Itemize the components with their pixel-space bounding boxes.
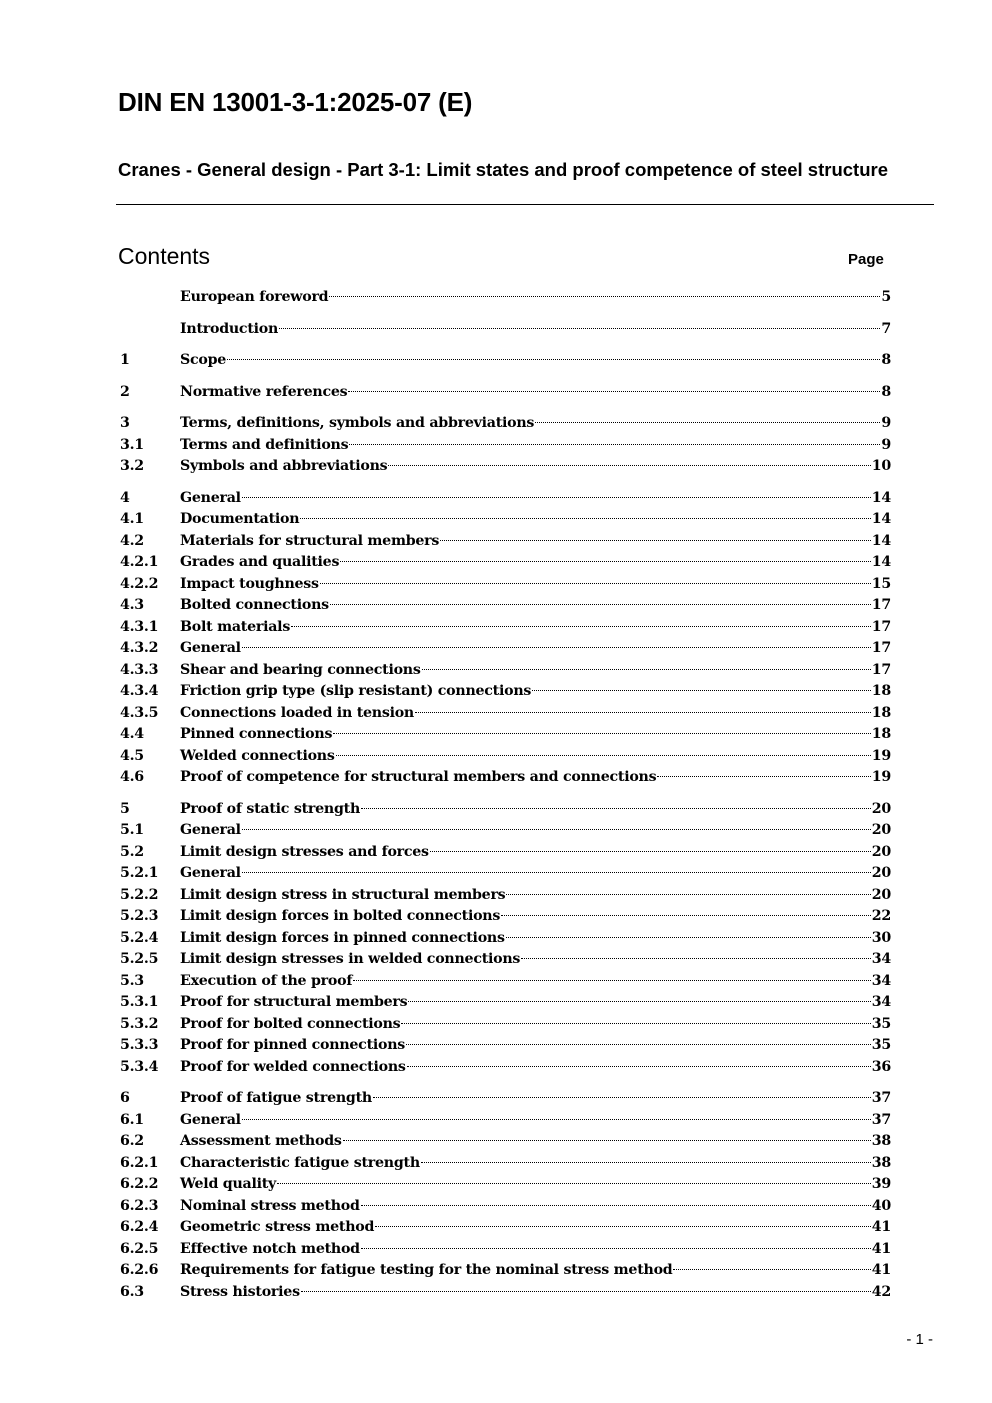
- document-subtitle: Cranes - General design - Part 3-1: Limit states and proof competence of steel structure: [118, 159, 888, 180]
- toc-entry-number: 6.2.5: [120, 1240, 159, 1257]
- toc-entry-number: 3.1: [120, 436, 144, 453]
- toc-dot-leader: [408, 1001, 870, 1002]
- toc-entry-number: 4.2.1: [120, 554, 159, 570]
- toc-entry-page[interactable]: 5: [881, 289, 891, 305]
- toc-entry-title[interactable]: European foreword: [180, 289, 329, 305]
- toc-entry-title[interactable]: Shear and bearing connections: [180, 661, 421, 678]
- toc-entry[interactable]: [120, 350, 891, 372]
- toc-entry[interactable]: [120, 992, 891, 1014]
- toc-entry-page[interactable]: 34: [871, 951, 891, 967]
- toc-dot-leader: [353, 980, 871, 981]
- toc-entry-title[interactable]: Proof of competence for structural members and connections: [180, 769, 657, 785]
- toc-entry-page[interactable]: 34: [871, 972, 891, 989]
- toc-entry-number: 4.1: [120, 511, 144, 527]
- toc-entry[interactable]: [120, 1217, 891, 1239]
- toc-entry-page[interactable]: 9: [881, 415, 891, 431]
- toc-entry-title[interactable]: Terms and definitions: [180, 436, 349, 453]
- toc-dot-leader: [301, 1291, 871, 1292]
- toc-entry-title[interactable]: Documentation: [180, 511, 300, 527]
- toc-entry-page[interactable]: 17: [871, 661, 891, 678]
- toc-dot-leader: [320, 583, 871, 584]
- toc-entry[interactable]: [120, 746, 891, 768]
- toc-entry-number: 4.6: [120, 769, 144, 785]
- toc-entry-page[interactable]: 20: [871, 843, 891, 860]
- toc-dot-leader: [291, 626, 871, 627]
- toc-entry[interactable]: [120, 488, 891, 510]
- toc-entry-title[interactable]: Proof for bolted connections: [180, 1015, 401, 1032]
- toc-entry-title[interactable]: Materials for structural members: [180, 532, 440, 549]
- toc-entry-page[interactable]: 7: [881, 320, 891, 337]
- toc-dot-leader: [242, 647, 871, 648]
- toc-entry-number: 4.2: [120, 532, 144, 549]
- toc-entry[interactable]: [120, 1110, 891, 1132]
- toc-entry-title[interactable]: Execution of the proof: [180, 972, 353, 989]
- toc-entry-page[interactable]: 22: [871, 908, 891, 924]
- toc-entry-number: 3: [120, 415, 130, 431]
- toc-entry-number: 6.1: [120, 1111, 144, 1128]
- toc-entry[interactable]: [120, 949, 891, 971]
- toc-entry-page[interactable]: 18: [871, 726, 891, 742]
- toc-entry-page[interactable]: 41: [871, 1262, 891, 1278]
- toc-entry-number: 6.2.1: [120, 1154, 159, 1171]
- toc-entry-page[interactable]: 14: [871, 532, 891, 549]
- toc-entry-page[interactable]: 35: [871, 1037, 891, 1053]
- toc-dot-leader: [506, 894, 870, 895]
- toc-entry-page[interactable]: 20: [871, 800, 891, 817]
- toc-entry-title[interactable]: General: [180, 822, 241, 838]
- toc-entry-title[interactable]: Scope: [180, 352, 227, 368]
- toc-entry[interactable]: [120, 842, 891, 864]
- toc-dot-leader: [340, 561, 871, 562]
- toc-entry-number: 4.2.2: [120, 575, 159, 592]
- toc-entry-title[interactable]: Effective notch method: [180, 1240, 360, 1257]
- toc-entry[interactable]: [120, 971, 891, 993]
- toc-dot-leader: [361, 808, 871, 809]
- toc-entry[interactable]: [120, 799, 891, 821]
- toc-entry-title[interactable]: General: [180, 489, 241, 506]
- toc-entry[interactable]: [120, 1153, 891, 1175]
- toc-entry-title[interactable]: Geometric stress method: [180, 1219, 375, 1235]
- toc-entry-title[interactable]: General: [180, 1111, 241, 1128]
- toc-dot-leader: [343, 1140, 871, 1141]
- toc-entry[interactable]: [120, 906, 891, 928]
- toc-entry-page[interactable]: 18: [871, 683, 891, 699]
- toc-dot-leader: [501, 915, 871, 916]
- toc-entry-page[interactable]: 41: [871, 1240, 891, 1257]
- toc-dot-leader: [333, 733, 871, 734]
- toc-entry[interactable]: [120, 1196, 891, 1218]
- toc-entry[interactable]: [120, 413, 891, 435]
- toc-entry-title[interactable]: Grades and qualities: [180, 554, 340, 570]
- toc-entry-page[interactable]: 34: [871, 994, 891, 1010]
- toc-entry-page[interactable]: 9: [881, 436, 891, 453]
- toc-entry-page[interactable]: 15: [871, 575, 891, 592]
- toc-dot-leader: [506, 937, 871, 938]
- toc-entry[interactable]: [120, 1282, 891, 1304]
- toc-entry-title[interactable]: Proof for welded connections: [180, 1058, 406, 1075]
- toc-dot-leader: [279, 328, 880, 329]
- toc-entry-number: 5.2.2: [120, 886, 159, 903]
- toc-entry-number: 5.3.4: [120, 1058, 159, 1075]
- toc-dot-leader: [349, 444, 880, 445]
- toc-entry-number: 4.3.4: [120, 683, 159, 699]
- toc-entry-page[interactable]: 18: [871, 704, 891, 721]
- toc-entry-title[interactable]: Normative references: [180, 383, 348, 400]
- toc-entry[interactable]: [120, 681, 891, 703]
- toc-entry-page[interactable]: 14: [871, 511, 891, 527]
- contents-heading: Contents: [118, 243, 211, 269]
- toc-entry-number: 5.2.4: [120, 929, 159, 946]
- toc-entry[interactable]: [120, 1174, 891, 1196]
- toc-entry-page[interactable]: 17: [871, 640, 891, 656]
- toc-entry[interactable]: [120, 1057, 891, 1079]
- toc-entry-page[interactable]: 19: [871, 769, 891, 785]
- toc-entry-page[interactable]: 19: [871, 747, 891, 764]
- toc-entry[interactable]: [120, 820, 891, 842]
- toc-entry-page[interactable]: 35: [871, 1015, 891, 1032]
- toc-entry-title[interactable]: Limit design stress in structural members: [180, 886, 506, 903]
- toc-entry-page[interactable]: 41: [871, 1219, 891, 1235]
- toc-dot-leader: [242, 1119, 871, 1120]
- toc-entry[interactable]: [120, 319, 891, 341]
- toc-entry[interactable]: [120, 531, 891, 553]
- toc-entry-number: 4: [120, 489, 130, 506]
- toc-entry-page[interactable]: 39: [871, 1176, 891, 1192]
- toc-entry-page[interactable]: 20: [871, 822, 891, 838]
- toc-dot-leader: [242, 497, 871, 498]
- toc-entry-number: 4.3.2: [120, 640, 159, 656]
- toc-entry[interactable]: [120, 660, 891, 682]
- toc-entry[interactable]: [120, 552, 891, 574]
- toc-entry[interactable]: [120, 767, 891, 789]
- toc-dot-leader: [535, 422, 880, 423]
- toc-entry-page[interactable]: 38: [871, 1154, 891, 1171]
- toc-entry[interactable]: [120, 928, 891, 950]
- toc-entry-number: 5.3.1: [120, 994, 159, 1010]
- toc-entry[interactable]: [120, 1131, 891, 1153]
- toc-entry[interactable]: [120, 724, 891, 746]
- toc-entry-number: 6.2.6: [120, 1262, 159, 1278]
- toc-dot-leader: [657, 776, 870, 777]
- toc-entry[interactable]: [120, 863, 891, 885]
- toc-entry-number: 5.2.3: [120, 908, 159, 924]
- toc-entry-title[interactable]: Nominal stress method: [180, 1197, 360, 1214]
- toc-entry-page[interactable]: 40: [871, 1197, 891, 1214]
- toc-entry[interactable]: [120, 435, 891, 457]
- toc-entry-title[interactable]: Terms, definitions, symbols and abbreviations: [180, 415, 535, 431]
- toc-dot-leader: [242, 872, 871, 873]
- toc-entry[interactable]: [120, 703, 891, 725]
- toc-entry-title[interactable]: General: [180, 865, 241, 881]
- toc-entry[interactable]: [120, 1239, 891, 1261]
- toc-entry-number: 1: [120, 352, 130, 368]
- toc-entry-number: 4.4: [120, 726, 144, 742]
- toc-entry-title[interactable]: Characteristic fatigue strength: [180, 1154, 420, 1171]
- toc-entry-title[interactable]: Proof of static strength: [180, 800, 361, 817]
- toc-entry-number: 2: [120, 383, 130, 400]
- toc-entry-number: 6.3: [120, 1283, 144, 1300]
- toc-entry-number: 5.2.5: [120, 951, 159, 967]
- toc-entry-number: 6.2: [120, 1133, 144, 1149]
- toc-entry-number: 5.3.3: [120, 1037, 159, 1053]
- toc-entry[interactable]: [120, 456, 891, 478]
- toc-entry[interactable]: [120, 1260, 891, 1282]
- toc-entry-page[interactable]: 8: [881, 383, 891, 400]
- toc-entry[interactable]: [120, 638, 891, 660]
- toc-entry-number: 5: [120, 800, 130, 817]
- toc-entry-title[interactable]: Introduction: [180, 320, 279, 337]
- toc-entry-page[interactable]: 37: [871, 1090, 891, 1106]
- toc-entry-title[interactable]: Proof of fatigue strength: [180, 1090, 372, 1106]
- toc-entry-number: 5.3: [120, 972, 144, 989]
- toc-entry-title[interactable]: Friction grip type (slip resistant) connections: [180, 683, 532, 699]
- toc-dot-leader: [401, 1023, 870, 1024]
- toc-entry-number: 4.3.1: [120, 618, 159, 635]
- toc-entry-title[interactable]: Symbols and abbreviations: [180, 458, 388, 474]
- toc-entry-title[interactable]: Limit design stresses and forces: [180, 843, 429, 860]
- toc-dot-leader: [300, 518, 870, 519]
- title-divider: [116, 204, 934, 205]
- toc-entry-page[interactable]: 30: [871, 929, 891, 946]
- toc-dot-leader: [277, 1183, 871, 1184]
- toc-dot-leader: [348, 391, 880, 392]
- toc-dot-leader: [227, 359, 880, 360]
- toc-dot-leader: [415, 712, 871, 713]
- toc-entry-page[interactable]: 17: [871, 597, 891, 613]
- toc-entry-page[interactable]: 38: [871, 1133, 891, 1149]
- toc-dot-leader: [422, 669, 871, 670]
- toc-entry-title[interactable]: Limit design forces in pinned connections: [180, 929, 505, 946]
- toc-dot-leader: [440, 540, 871, 541]
- toc-entry-page[interactable]: 14: [871, 554, 891, 570]
- toc-entry-page[interactable]: 42: [871, 1283, 891, 1300]
- toc-dot-leader: [532, 690, 871, 691]
- toc-entry[interactable]: [120, 595, 891, 617]
- toc-dot-leader: [406, 1044, 871, 1045]
- toc-entry-title[interactable]: Proof for pinned connections: [180, 1037, 406, 1053]
- toc-entry-title[interactable]: Connections loaded in tension: [180, 704, 414, 721]
- toc-dot-leader: [373, 1097, 871, 1098]
- toc-entry-number: 5.2: [120, 843, 144, 860]
- toc-dot-leader: [521, 958, 871, 959]
- toc-entry-number: 4.3.5: [120, 704, 159, 721]
- toc-entry-number: 5.2.1: [120, 865, 159, 881]
- toc-entry-number: 4.3: [120, 597, 144, 613]
- toc-entry-number: 6.2.2: [120, 1176, 159, 1192]
- toc-entry-title[interactable]: Bolted connections: [180, 597, 329, 613]
- toc-entry-title[interactable]: Pinned connections: [180, 726, 333, 742]
- toc-entry-title[interactable]: General: [180, 640, 241, 656]
- toc-dot-leader: [336, 755, 871, 756]
- toc-entry-page[interactable]: 20: [871, 865, 891, 881]
- toc-entry-title[interactable]: Requirements for fatigue testing for the nominal stress method: [180, 1262, 673, 1278]
- toc-entry[interactable]: [120, 382, 891, 404]
- table-of-contents: [120, 287, 891, 1303]
- toc-dot-leader: [361, 1248, 871, 1249]
- toc-entry-page[interactable]: 36: [871, 1058, 891, 1075]
- toc-dot-leader: [330, 604, 871, 605]
- toc-entry[interactable]: [120, 287, 891, 309]
- toc-entry[interactable]: [120, 885, 891, 907]
- toc-entry-title[interactable]: Limit design stresses in welded connections: [180, 951, 521, 967]
- toc-entry-number: 3.2: [120, 458, 144, 474]
- toc-entry-page[interactable]: 14: [871, 489, 891, 506]
- toc-entry-number: 5.1: [120, 822, 144, 838]
- toc-dot-leader: [673, 1269, 870, 1270]
- toc-entry-title[interactable]: Proof for structural members: [180, 994, 408, 1010]
- toc-entry[interactable]: [120, 1035, 891, 1057]
- toc-dot-leader: [421, 1162, 871, 1163]
- toc-entry-title[interactable]: Weld quality: [180, 1176, 277, 1192]
- toc-dot-leader: [388, 465, 870, 466]
- toc-entry-number: 6.2.3: [120, 1197, 159, 1214]
- toc-entry-number: 4.3.3: [120, 661, 159, 678]
- toc-entry[interactable]: [120, 1088, 891, 1110]
- toc-entry-number: 4.5: [120, 747, 144, 764]
- toc-entry-title[interactable]: Limit design forces in bolted connections: [180, 908, 501, 924]
- toc-entry[interactable]: [120, 509, 891, 531]
- toc-entry-title[interactable]: Assessment methods: [180, 1133, 342, 1149]
- toc-dot-leader: [375, 1226, 871, 1227]
- toc-entry[interactable]: [120, 1014, 891, 1036]
- toc-dot-leader: [430, 851, 871, 852]
- toc-entry-page[interactable]: 8: [881, 352, 891, 368]
- toc-entry-page[interactable]: 20: [871, 886, 891, 903]
- toc-entry[interactable]: [120, 617, 891, 639]
- toc-dot-leader: [329, 296, 880, 297]
- toc-entry-page[interactable]: 10: [871, 458, 891, 474]
- toc-entry-number: 6.2.4: [120, 1219, 159, 1235]
- document-title: DIN EN 13001-3-1:2025-07 (E): [118, 87, 473, 117]
- toc-entry-title[interactable]: Bolt materials: [180, 618, 291, 635]
- toc-entry-title[interactable]: Welded connections: [180, 747, 335, 764]
- toc-entry-number: 6: [120, 1090, 130, 1106]
- page-number: - 1 -: [906, 1331, 933, 1348]
- toc-dot-leader: [242, 829, 871, 830]
- toc-entry-page[interactable]: 37: [871, 1111, 891, 1128]
- toc-entry-number: 5.3.2: [120, 1015, 159, 1032]
- page-column-label: Page: [848, 251, 884, 268]
- toc-entry[interactable]: [120, 574, 891, 596]
- toc-dot-leader: [407, 1066, 871, 1067]
- toc-entry-title[interactable]: Stress histories: [180, 1283, 300, 1300]
- toc-entry-title[interactable]: Impact toughness: [180, 575, 319, 592]
- toc-entry-page[interactable]: 17: [871, 618, 891, 635]
- toc-dot-leader: [361, 1205, 871, 1206]
